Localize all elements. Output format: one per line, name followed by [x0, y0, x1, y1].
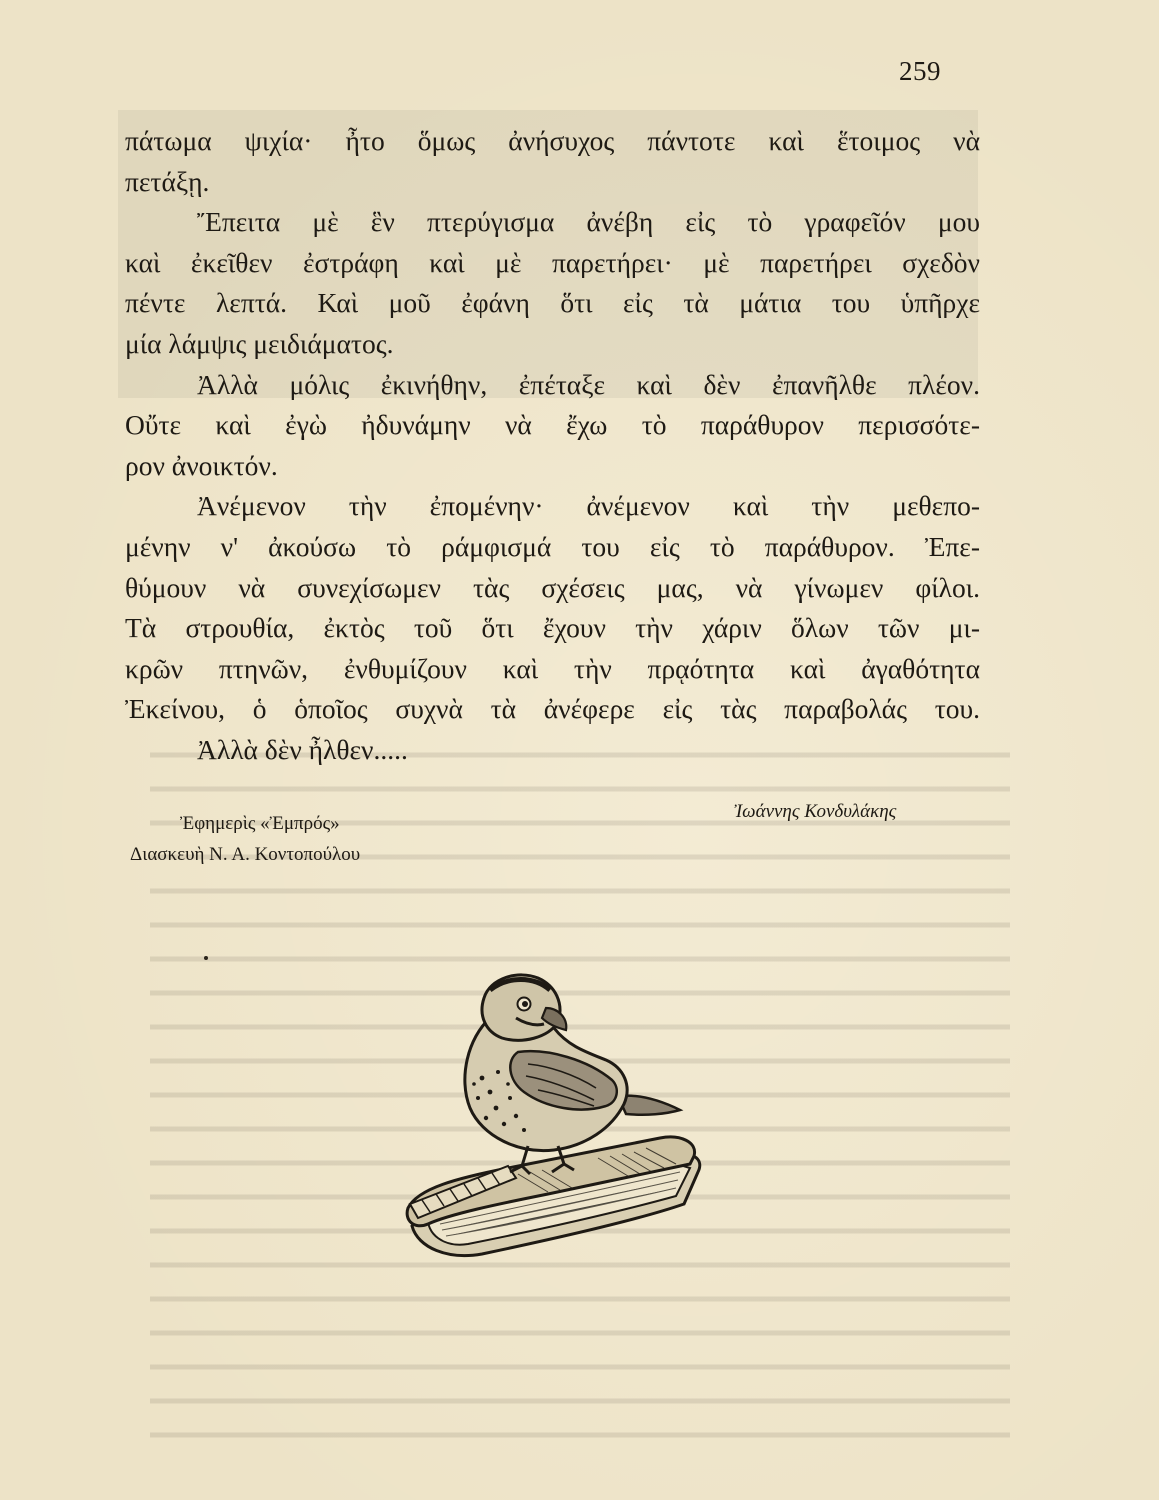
body-line: μία λάμψις μειδιάματος.	[125, 327, 394, 359]
source-attribution	[130, 808, 360, 870]
body-line: Ἀλλὰ μόλις ἐκινήθην, ἐπέταξε καὶ δὲν ἐπανῆλθε πλέον.	[197, 368, 980, 400]
newspaper-source: Ἐφημερὶς «Ἐμπρός»	[180, 813, 340, 834]
body-line: θύμουν νὰ συνεχίσωμεν τὰς σχέσεις μας, νὰ γίνωμεν φίλοι.	[125, 571, 980, 603]
body-line: πάτωμα ψιχία· ἦτο ὅμως ἀνήσυχος πάντοτε καὶ ἕτοιμος νὰ	[125, 125, 980, 156]
body-line: Οὔτε καὶ ἐγὼ ἠδυνάμην νὰ ἔχω τὸ παράθυρον περισσότε-	[125, 409, 980, 441]
body-line: πέντε λεπτά. Καὶ μοῦ ἐφάνη ὅτι εἰς τὰ μάτια του ὑπῆρχε	[125, 287, 980, 319]
body-line: μένην ν' ἀκούσω τὸ ράμφισμά του εἰς τὸ παράθυρον. Ἐπε-	[125, 530, 980, 562]
body-line: πετάξῃ.	[125, 165, 210, 197]
body-line: καὶ ἐκεῖθεν ἐστράφη καὶ μὲ παρετήρει· μὲ παρετήρει σχεδὸν	[125, 246, 980, 278]
body-text	[125, 121, 980, 771]
ink-speck	[204, 956, 208, 960]
body-line: Τὰ στρουθία, ἐκτὸς τοῦ ὅτι ἔχουν τὴν χάριν ὅλων τῶν μι-	[125, 612, 980, 644]
body-line: κρῶν πτηνῶν, ἐνθυμίζουν καὶ τὴν πρᾳότητα καὶ ἀγαθότητα	[125, 652, 980, 684]
page-number: 259	[899, 56, 941, 86]
author-name: Ἰωάννης Κονδυλάκης	[734, 801, 897, 822]
body-line: Ἀνέμενον τὴν ἐπομένην· ἀνέμενον καὶ τὴν μεθεπο-	[197, 490, 980, 522]
adaptation-credit: Διασκευὴ Ν. Α. Κοντοπούλου	[130, 844, 361, 865]
body-line: Ἀλλὰ δὲν ἦλθεν.....	[197, 733, 408, 765]
body-line: ρον ἀνοικτόν.	[125, 449, 278, 481]
body-line: Ἐκείνου, ὁ ὁποῖος συχνὰ τὰ ἀνέφερε εἰς τὰς παραβολάς του.	[125, 693, 980, 725]
body-line: Ἔπειτα μὲ ἓν πτερύγισμα ἀνέβη εἰς τὸ γραφεῖόν μου	[197, 206, 980, 238]
sparrow-illustration	[398, 968, 738, 1268]
